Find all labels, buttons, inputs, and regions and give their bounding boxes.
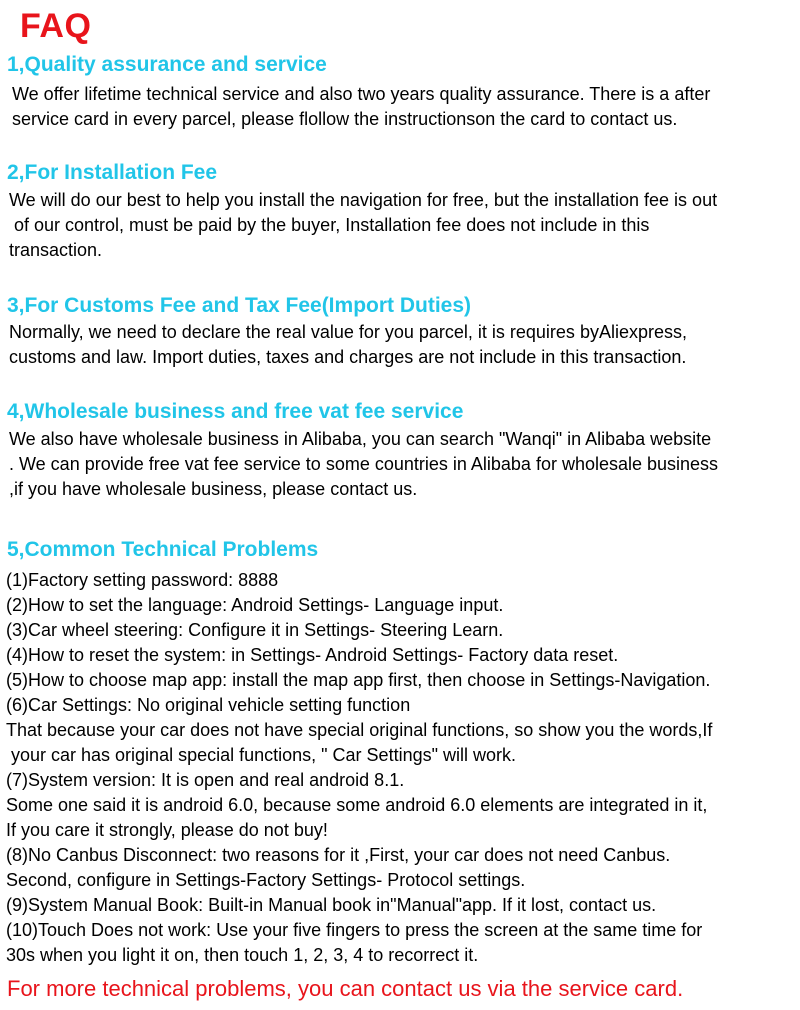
text-line: We will do our best to help you install the navigation for free, but the installation fee is out: [9, 190, 718, 210]
text-line: . We can provide free vat fee service to some countries in Alibaba for wholesale business: [9, 454, 719, 474]
text-line: (8)No Canbus Disconnect: two reasons for it ,First, your car does not need Canbus.: [6, 845, 671, 865]
text-line: (3)Car wheel steering: Configure it in Settings- Steering Learn.: [6, 620, 504, 640]
text-line: transaction.: [9, 240, 103, 260]
page-title: FAQ: [20, 7, 92, 45]
text-line: Normally, we need to declare the real value for you parcel, it is requires byAliexpress,: [9, 322, 687, 342]
text-line: ,if you have wholesale business, please contact us.: [9, 479, 418, 499]
text-line: (10)Touch Does not work: Use your five fingers to press the screen at the same time for: [6, 920, 703, 940]
text-line: your car has original special functions, " Car Settings" will work.: [6, 745, 516, 765]
text-line: Some one said it is android 6.0, because some android 6.0 elements are integrated in it,: [6, 795, 708, 815]
section-heading-wholesale: 4,Wholesale business and free vat fee service: [7, 400, 464, 423]
text-line: We also have wholesale business in Alibaba, you can search "Wanqi" in Alibaba website: [9, 429, 712, 449]
section-body-customs: [9, 320, 687, 370]
footer-contact-note: For more technical problems, you can contact us via the service card.: [7, 976, 684, 1001]
section-body-technical: [6, 568, 712, 968]
text-line: If you care it strongly, please do not buy!: [6, 820, 328, 840]
text-line: (9)System Manual Book: Built-in Manual book in"Manual"app. If it lost, contact us.: [6, 895, 657, 915]
text-line: (7)System version: It is open and real android 8.1.: [6, 770, 405, 790]
section-body-installation: [9, 188, 717, 263]
text-line: of our control, must be paid by the buyer, Installation fee does not include in this: [9, 215, 650, 235]
text-line: Second, configure in Settings-Factory Settings- Protocol settings.: [6, 870, 526, 890]
section-body-wholesale: [9, 427, 718, 502]
text-line: (1)Factory setting password: 8888: [6, 570, 279, 590]
text-line: 30s when you light it on, then touch 1, 2, 3, 4 to recorrect it.: [6, 945, 479, 965]
text-line: customs and law. Import duties, taxes and charges are not include in this transaction.: [9, 347, 687, 367]
text-line: (6)Car Settings: No original vehicle setting function: [6, 695, 411, 715]
section-heading-installation: 2,For Installation Fee: [7, 161, 218, 184]
section-body-quality: [7, 82, 710, 132]
text-line: service card in every parcel, please flollow the instructionson the card to contact us.: [7, 109, 678, 129]
text-line: (4)How to reset the system: in Settings- Android Settings- Factory data reset.: [6, 645, 619, 665]
text-line: (2)How to set the language: Android Settings- Language input.: [6, 595, 504, 615]
section-heading-quality: 1,Quality assurance and service: [7, 53, 327, 76]
section-heading-customs: 3,For Customs Fee and Tax Fee(Import Duties): [7, 294, 472, 317]
text-line: We offer lifetime technical service and also two years quality assurance. There is a after: [7, 84, 711, 104]
section-heading-technical: 5,Common Technical Problems: [7, 538, 319, 561]
text-line: (5)How to choose map app: install the map app first, then choose in Settings-Navigation.: [6, 670, 711, 690]
text-line: That because your car does not have special original functions, so show you the words,If: [6, 720, 713, 740]
